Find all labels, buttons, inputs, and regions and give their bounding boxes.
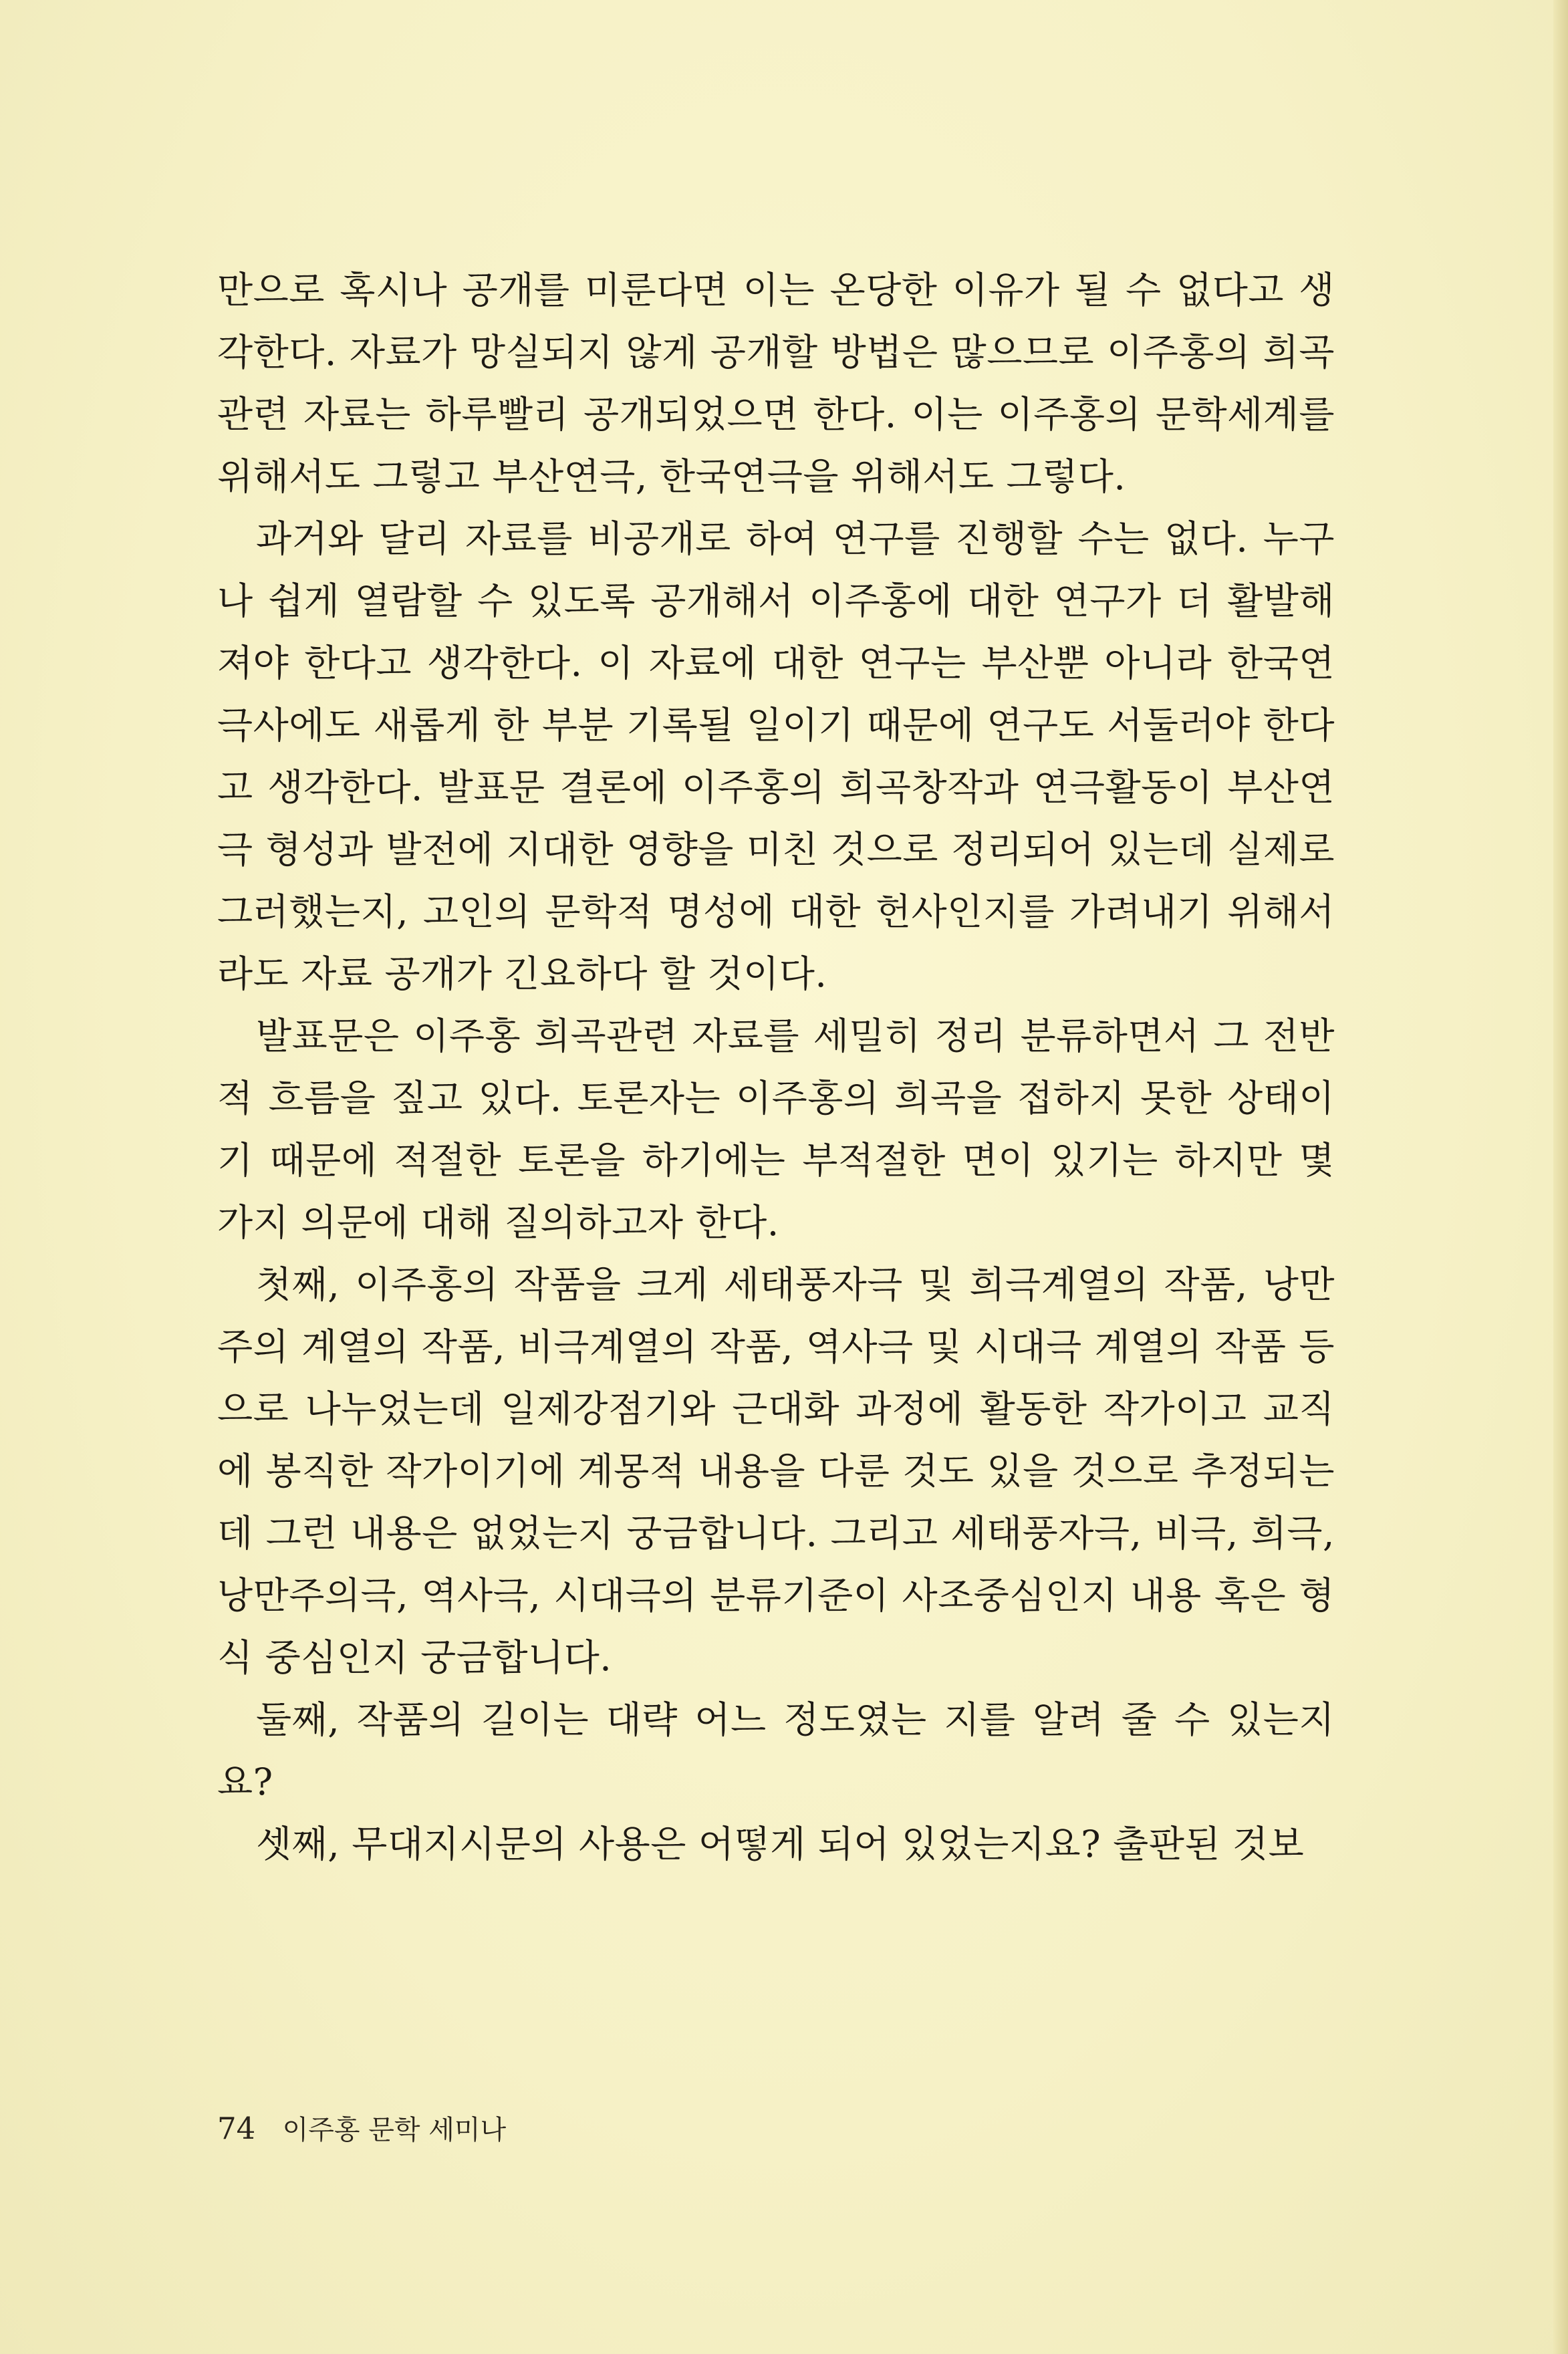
paragraph: 만으로 혹시나 공개를 미룬다면 이는 온당한 이유가 될 수 없다고 생각한다. 자료가 망실되지 않게 공개할 방법은 많으므로 이주홍의 희곡 관련 자료는 하루빨리 공개되었으면 한다. 이는 이주홍의 문학세계를 위해서도 그렇고 부산연극, 한국연극을 위해서도 그렇다. (217, 269, 1335, 498)
page-edge (1553, 0, 1568, 2354)
running-title: 이주홍 문학 세미나 (282, 2115, 507, 2145)
page-number: 74 (217, 2111, 256, 2146)
body-text (217, 259, 1335, 1875)
paragraph: 첫째, 이주홍의 작품을 크게 세태풍자극 및 희극계열의 작품, 낭만주의 계열의 작품, 비극계열의 작품, 역사극 및 시대극 계열의 작품 등으로 나누었는데 일제강점기와 근대화 과정에 활동한 작가이고 교직에 봉직한 작가이기에 계몽적 내용을 다룬 것도 있을 것으로 추정되는데 그런 내용은 없었는지 궁금합니다. 그리고 세태풍자극, 비극, 희극, 낭만주의극, 역사극, 시대극의 분류기준이 사조중심인지 내용 혹은 형식 중심인지 궁금합니다. (217, 1263, 1335, 1679)
paragraph: 셋째, 무대지시문의 사용은 어떻게 되어 있었는지요? 출판된 것보 (256, 1823, 1305, 1865)
paragraph: 과거와 달리 자료를 비공개로 하여 연구를 진행할 수는 없다. 누구나 쉽게 열람할 수 있도록 공개해서 이주홍에 대한 연구가 더 활발해져야 한다고 생각한다. 이 자료에 대한 연구는 부산뿐 아니라 한국연극사에도 새롭게 한 부분 기록될 일이기 때문에 연구도 서둘러야 한다고 생각한다. 발표문 결론에 이주홍의 희곡창작과 연극활동이 부산연극 형성과 발전에 지대한 영향을 미친 것으로 정리되어 있는데 실제로 그러했는지, 고인의 문학적 명성에 대한 헌사인지를 가려내기 위해서라도 자료 공개가 긴요하다 할 것이다. (217, 517, 1335, 995)
paragraph: 둘째, 작품의 길이는 대략 어느 정도였는 지를 알려 줄 수 있는지요? (217, 1698, 1335, 1803)
page-footer (217, 2109, 506, 2150)
paragraph: 발표문은 이주홍 희곡관련 자료를 세밀히 정리 분류하면서 그 전반적 흐름을 짚고 있다. 토론자는 이주홍의 희곡을 접하지 못한 상태이기 때문에 적절한 토론을 하기에는 부적절한 면이 있기는 하지만 몇 가지 의문에 대해 질의하고자 한다. (217, 1015, 1335, 1244)
